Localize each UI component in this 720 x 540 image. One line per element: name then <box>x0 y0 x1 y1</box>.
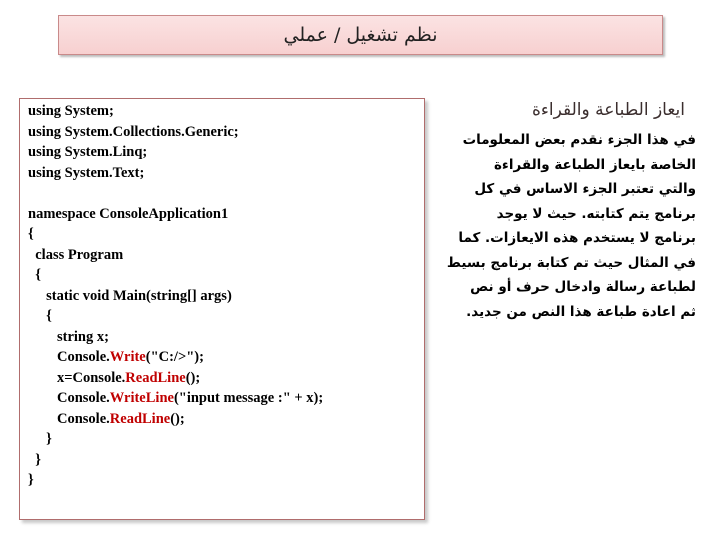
code-line: } <box>28 451 41 468</box>
description-line: والتي تعتبر الجزء الاساس في كل <box>474 181 696 197</box>
code-line-prefix: x=Console. <box>28 369 126 386</box>
code-line-prefix: Console. <box>28 390 110 406</box>
code-line: class Program <box>28 246 124 263</box>
description-heading: ايعاز الطباعة والقراءة <box>532 100 685 120</box>
code-line-suffix: ("input message :" + x); <box>173 390 324 406</box>
description-line: في هذا الجزء نقدم بعض المعلومات <box>462 132 696 148</box>
code-line <box>28 409 323 430</box>
description-line: الخاصة بايعاز الطباعة والقراءة <box>493 156 696 173</box>
code-line: } <box>28 472 34 488</box>
code-line-prefix: Console. <box>28 349 110 365</box>
code-line <box>28 183 323 204</box>
code-line-suffix: (); <box>170 410 185 427</box>
description-line: لطباعة رسالة وادخال حرف أو نص <box>470 279 696 295</box>
code-method-name: Write <box>109 349 146 365</box>
code-method-name: ReadLine <box>125 369 186 386</box>
code-method-name: WriteLine <box>109 390 174 406</box>
description-line: برنامج لا يستخدم هذه الايعازات. كما <box>458 230 696 246</box>
code-line: } <box>28 431 52 447</box>
code-line: using System.Collections.Generic; <box>28 123 239 140</box>
code-line: using System; <box>28 103 114 119</box>
code-line: { <box>28 308 52 324</box>
code-line: static void Main(string[] args) <box>28 287 232 304</box>
code-line: { <box>28 226 34 242</box>
code-listing <box>28 101 323 491</box>
code-line-prefix: Console. <box>28 410 110 427</box>
description-line: في المثال حيث تم كتابة برنامج بسيط <box>446 254 696 271</box>
description-line: ثم اعادة طباعة هذا النص من جديد. <box>466 303 696 320</box>
code-line: using System.Linq; <box>28 144 148 160</box>
description-body <box>446 128 696 324</box>
code-line: string x; <box>28 328 109 345</box>
code-line <box>28 347 323 368</box>
code-line-suffix: (); <box>185 369 201 386</box>
slide-title: نظم تشغيل / عملي <box>283 24 438 46</box>
code-line <box>28 368 323 389</box>
code-line: namespace ConsoleApplication1 <box>28 205 229 222</box>
code-box <box>19 98 425 520</box>
code-method-name: ReadLine <box>109 410 171 427</box>
title-bar <box>58 15 663 55</box>
code-line: using System.Text; <box>28 164 145 181</box>
description-line: برنامج يتم كتابته. حيث لا يوجد <box>496 205 696 222</box>
code-line <box>28 388 323 409</box>
code-line-suffix: ("C:/>"); <box>145 349 204 365</box>
code-line: { <box>28 267 41 283</box>
